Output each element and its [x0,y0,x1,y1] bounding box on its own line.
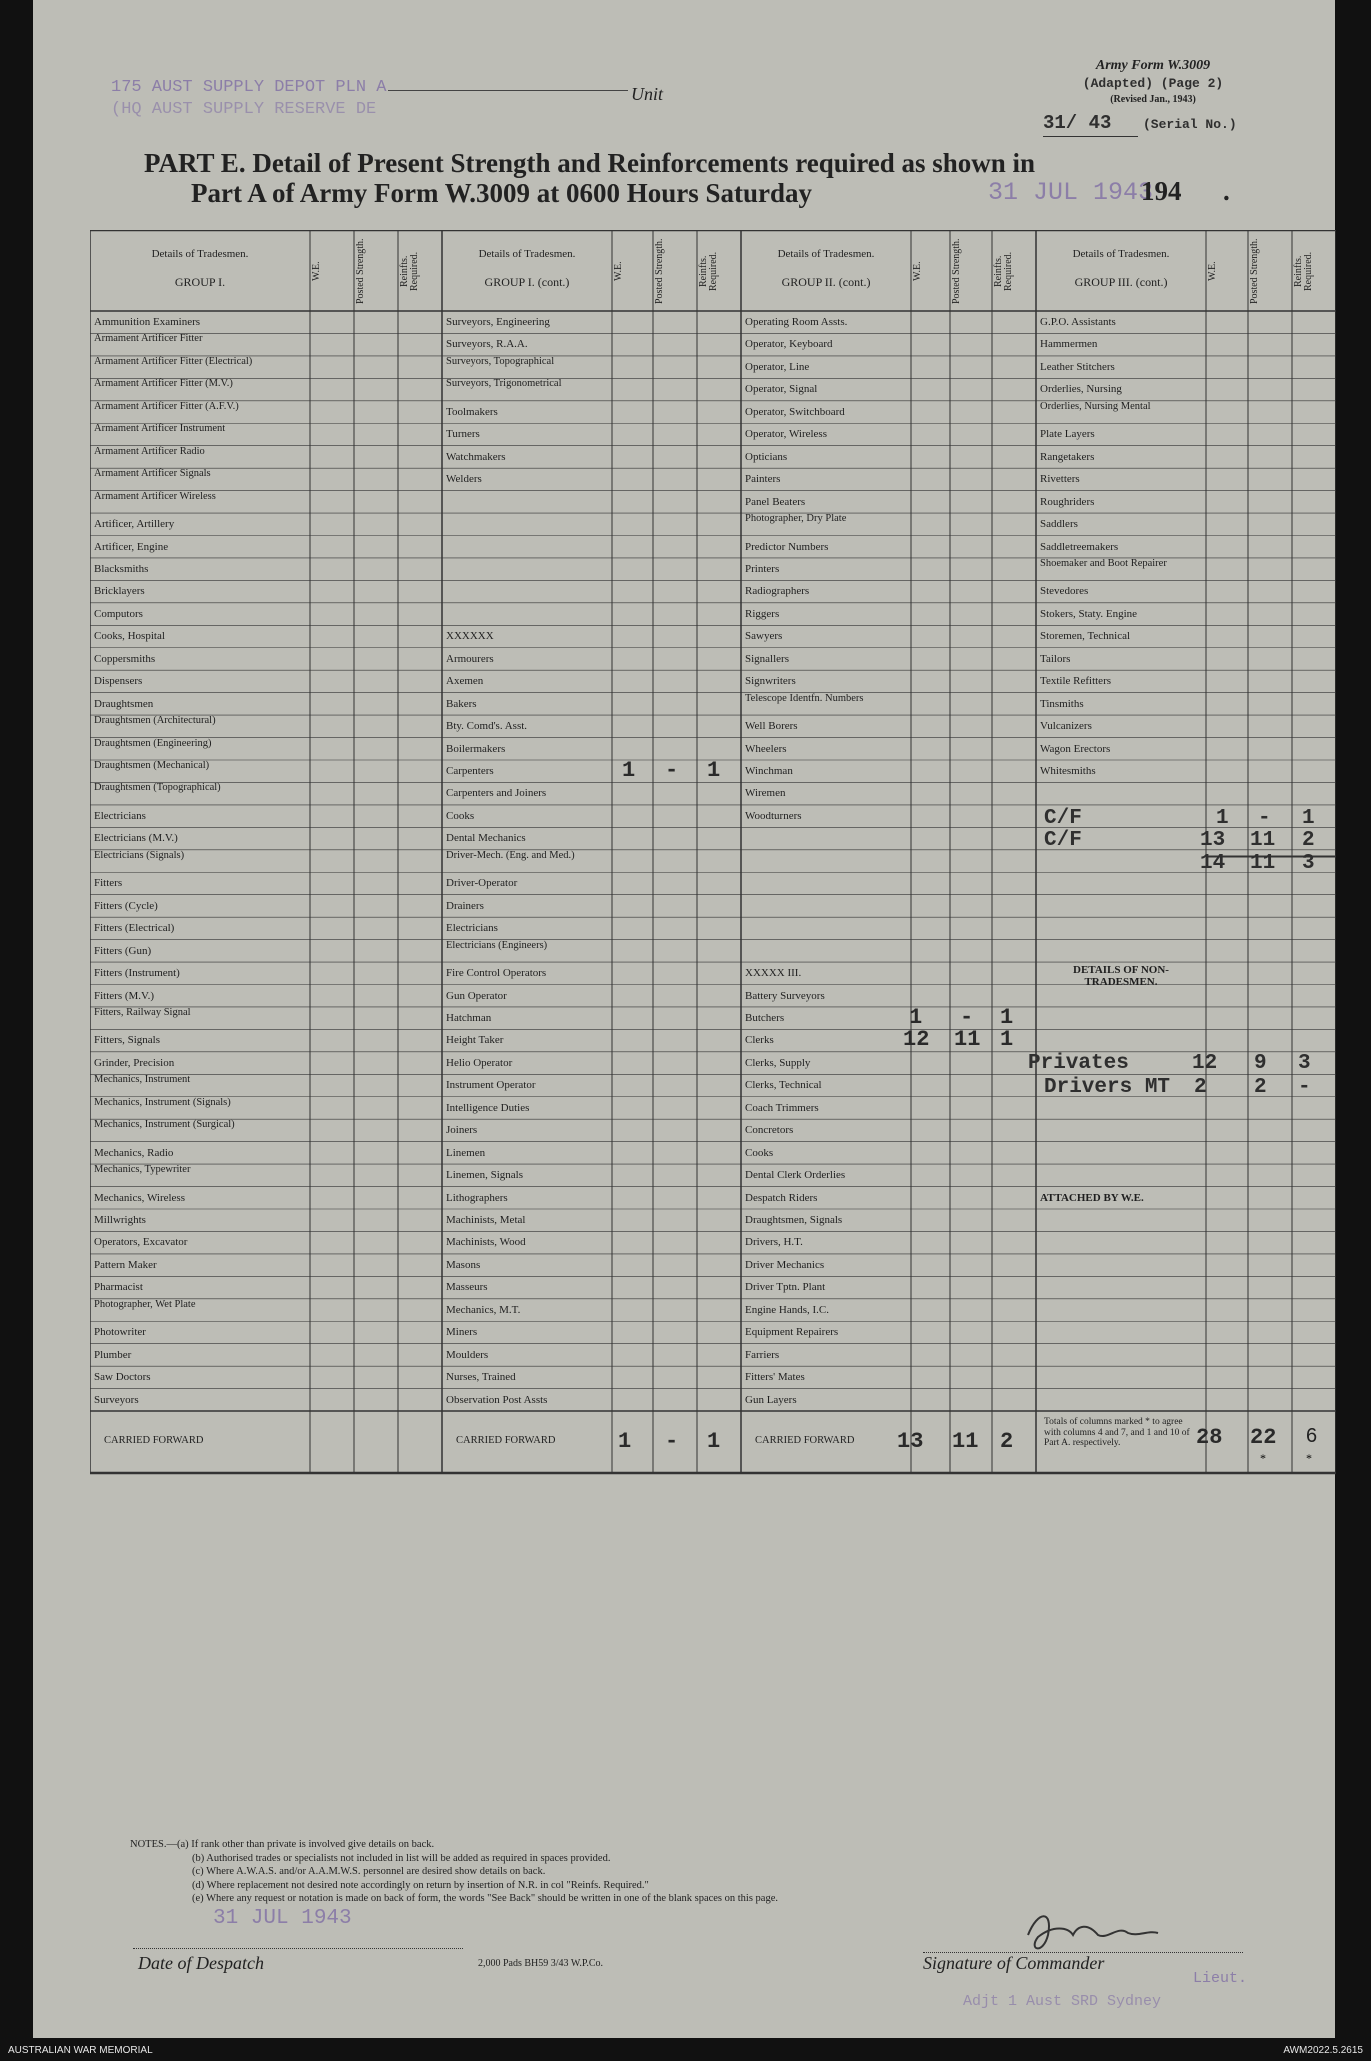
trade-row-label: Watchmakers [446,450,506,463]
trade-row-label: Photographer, Dry Plate [745,513,847,525]
trade-row-label: Whitesmiths [1040,765,1096,777]
cf1-posted: - [1258,806,1271,830]
unit-underline [388,90,628,91]
form-name: Army Form W.3009 [1095,58,1211,73]
group-header-label: Details of Tradesmen. [1072,248,1170,260]
trade-row-label: Driver Tptn. Plant [745,1281,826,1294]
trade-row-label: Driver-Operator [446,877,518,890]
note-line: NOTES.—(a) If rank other than private is involved give details on back. [130,1839,435,1850]
trade-row-label: Clerks, Supply [745,1056,811,1069]
trade-row-label: Miners [446,1326,478,1339]
trade-row-label: Fitters (Electrical) [94,922,175,935]
trade-row-label: Clerks [745,1034,774,1047]
attached-heading: ATTACHED BY W.E. [1040,1191,1144,1204]
trade-row-label: Printers [745,562,780,575]
printer-imprint: 2,000 Pads BH59 3/43 W.P.Co. [478,1958,604,1969]
trade-row-label: Observation Post Assts [446,1393,548,1406]
trade-row-label: Hatchman [446,1011,492,1024]
trade-row-label: Armament Artificer Instrument [94,423,226,435]
trade-row-label: Mechanics, Radio [94,1146,174,1159]
column-header-reinfts: Reinfts. Required. [399,251,420,291]
column-header-reinfts: Reinfts. Required. [698,251,719,291]
trade-row-label: Vulcanizers [1040,720,1092,733]
clerks-reinfts: 1 [1000,1027,1014,1053]
group-header-label: Details of Tradesmen. [151,248,249,260]
cf-g3-reinfts: 2 [1000,1429,1014,1455]
trade-row-label: Electricians (Signals) [94,849,185,861]
trade-row-label: Instrument Operator [446,1079,536,1092]
trade-row-label: Surveyors, Engineering [446,316,550,328]
trade-row-label: Riggers [745,607,780,620]
trade-row-label: Surveyors, Trigonometrical [446,378,562,390]
cf1-reinfts: 1 [1302,806,1315,830]
trade-row-label: Surveyors, R.A.A. [446,338,528,351]
trade-row-label: Mechanics, Instrument (Surgical) [94,1119,235,1131]
cf-total-we: 14 [1200,851,1226,875]
note-line: (b) Authorised trades or specialists not included in list will be added as required in spaces provided. [192,1852,611,1864]
unit-stamp-line1: 175 AUST SUPPLY DEPOT PLN A [111,78,387,97]
cf2-label: C/F [1044,829,1082,853]
trade-row-label: Despatch Riders [745,1191,818,1204]
trade-row-label: Millwrights [94,1214,146,1226]
note-line: (e) Where any request or notation is made on back of form, the words "See Back" should be written in one of the blank spaces on this page. [192,1893,779,1904]
drivers-we: 2 [1194,1076,1207,1100]
trade-row-label: Masseurs [446,1281,488,1294]
trade-row-label: Telescope Identfn. Numbers [745,692,864,704]
archive-name: AUSTRALIAN WAR MEMORIAL [8,2045,153,2056]
clerks-we: 12 [903,1027,930,1053]
carried-forward-label: CARRIED FORWARD [755,1435,855,1447]
carpenters-we: 1 [622,758,636,783]
trade-row-label: G.P.O. Assistants [1040,316,1116,328]
trade-row-label: Driver Mechanics [745,1258,825,1271]
drivers-label: Drivers MT [1044,1076,1171,1100]
commander-rank: Lieut. [1193,1970,1248,1987]
trade-row-label: Saddlers [1040,518,1078,531]
trade-row-label: Computors [94,607,143,620]
trade-row-label: Mechanics, Instrument (Signals) [94,1096,231,1108]
trade-row-label: Fitters, Railway Signal [94,1006,191,1018]
carpenters-posted: - [665,758,679,783]
trade-row-label: Hammermen [1040,338,1098,351]
trade-row-label: Turners [446,428,480,441]
group-header-name: GROUP III. (cont.) [1074,275,1168,289]
trade-row-label: Leather Stitchers [1040,360,1115,373]
trade-row-label: Fitters' Mates [745,1371,805,1384]
group-header-label: Details of Tradesmen. [478,248,576,260]
privates-reinfts: 3 [1298,1051,1311,1075]
column-header-we: W.E. [311,261,322,281]
trade-row-label: Boilermakers [446,742,506,755]
trade-row-label: Orderlies, Nursing [1040,383,1122,396]
trade-row-label: Gun Operator [446,989,507,1002]
trade-row-label: Fitters (Gun) [94,944,152,957]
trade-row-label: Mechanics, Instrument [94,1074,191,1086]
butchers-we: 1 [909,1004,923,1030]
trade-row-label: Signallers [745,652,789,665]
trade-row-label: Moulders [446,1348,489,1361]
trade-row-label: Armament Artificer Fitter (Electrical) [94,355,253,367]
trade-row-label: Storemen, Technical [1040,630,1131,643]
trade-row-label: Axemen [446,675,484,688]
trade-row-label: Rivetters [1040,473,1080,486]
trade-row-label: Tinsmiths [1040,697,1084,710]
trade-row-label: Draughtsmen (Architectural) [94,715,216,727]
drivers-reinfts: - [1298,1076,1311,1100]
trade-row-label: Joiners [446,1124,478,1137]
despatch-label: Date of Despatch [138,1953,264,1973]
trade-row-label: Predictor Numbers [745,540,829,553]
group-header-label: Details of Tradesmen. [777,248,875,260]
trade-row-label: XXXXXX [446,630,494,643]
carpenters-reinfts: 1 [707,758,721,783]
trade-row-label: Fire Control Operators [446,967,547,980]
form-adapted: (Adapted) (Page 2) [1082,76,1224,91]
trade-row-label: Equipment Repairers [745,1326,839,1339]
trade-row-label: Cooks, Hospital [94,630,165,643]
trade-row-label: Cooks [446,809,475,822]
trade-row-label: Draughtsmen (Mechanical) [94,760,210,771]
column-header-reinfts: Reinfts. Required. [993,251,1014,291]
archive-ref: AWM2022.5.2615 [1283,2045,1363,2056]
trade-row-label: Orderlies, Nursing Mental [1040,400,1151,412]
trade-row-label: Ammunition Examiners [94,316,201,328]
trade-row-label: Mechanics, Typewriter [94,1164,191,1176]
trade-row-label: Dental Clerk Orderlies [745,1169,846,1182]
trade-row-label: Radiographers [745,585,810,598]
trade-row-label: XXXXX III. [745,967,802,980]
trade-row-label: Rangetakers [1040,450,1095,463]
archive-footer [0,2043,1371,2061]
date-stamp: 31 JUL 1943 [988,178,1154,207]
trade-row-label: Painters [745,473,781,486]
trade-row-label: Draughtsmen (Topographical) [94,782,221,794]
trade-row-label: Artificer, Engine [94,540,169,553]
privates-label: Privates [1028,1051,1129,1075]
trade-row-label: Electricians [446,922,498,935]
cf-total-posted: 11 [1250,851,1276,875]
carried-forward-label: CARRIED FORWARD [104,1435,204,1447]
column-header-we: W.E. [912,261,923,281]
trade-row-label: Coach Trimmers [745,1101,819,1114]
cf2-posted: 11 [1250,829,1276,853]
trade-row-label: Mechanics, M.T. [446,1303,521,1316]
title-line1: PART E. Detail of Present Strength and Reinforcements required as shown in [144,148,1036,178]
trade-row-label: Concretors [745,1124,794,1137]
trade-row-label: Plumber [94,1348,132,1361]
serial-number: 31/ 43 [1043,112,1112,134]
trade-row-label: Armament Artificer Fitter (A.F.V.) [94,400,239,412]
totals-star-posted: * [1260,1451,1266,1466]
cf2-reinfts: 2 [1302,829,1315,853]
trade-row-label: Farriers [745,1348,780,1361]
group-header-name: GROUP II. (cont.) [781,275,871,289]
trade-row-label: Photowriter [94,1326,146,1339]
trade-row-label: Tailors [1040,652,1071,665]
trade-row-label: Winchman [745,765,793,777]
serial-label: (Serial No.) [1143,117,1237,132]
signature-label: Signature of Commander [923,1953,1105,1973]
trade-row-label: Draughtsmen [94,697,154,710]
privates-posted: 9 [1254,1051,1267,1075]
trade-row-label: Operator, Switchboard [745,405,845,418]
trade-row-label: Armament Artificer Fitter [94,333,203,345]
cf-g2-we: 1 [618,1429,632,1455]
trade-row-label: Artificer, Artillery [94,518,175,531]
trade-row-label: Woodturners [745,809,802,822]
cf-g3-posted: 11 [952,1429,979,1455]
trade-row-label: Operator, Wireless [745,428,827,441]
column-header-posted: Posted Strength. [1249,238,1260,304]
trade-row-label: Plate Layers [1040,428,1095,441]
column-header-we: W.E. [613,261,624,281]
trade-row-label: Cooks [745,1146,774,1159]
trade-row-label: Sawyers [745,630,783,643]
trade-row-label: Operator, Keyboard [745,338,833,351]
trade-row-label: Carpenters and Joiners [446,787,547,800]
despatch-date-stamp: 31 JUL 1943 [213,1907,352,1930]
trade-row-label: Pharmacist [94,1281,143,1294]
column-header-reinfts: Reinfts. Required. [1293,251,1314,291]
trade-row-label: Wiremen [745,787,786,800]
group-header-name: GROUP I. (cont.) [484,275,570,289]
column-header-posted: Posted Strength. [951,238,962,304]
trade-row-label: Intelligence Duties [446,1101,530,1114]
totals-we: 28 [1196,1425,1223,1451]
trade-row-label: Armament Artificer Radio [94,445,205,457]
trade-row-label: Fitters (Instrument) [94,967,180,980]
column-header-posted: Posted Strength. [355,238,366,304]
trade-row-label: Clerks, Technical [745,1079,822,1092]
trade-row-label: Dental Mechanics [446,832,526,845]
trade-row-label: Toolmakers [446,405,498,418]
group-header-name: GROUP I. [174,275,226,289]
drivers-posted: 2 [1254,1076,1267,1100]
trade-row-label: Fitters (Cycle) [94,899,158,912]
trade-row-label: Carpenters [446,765,494,777]
column-header-posted: Posted Strength. [654,238,665,304]
trade-row-label: Roughriders [1040,495,1095,508]
note-line: (c) Where A.W.A.S. and/or A.A.M.W.S. personnel are desired show details on back. [192,1866,546,1877]
trade-row-label: Operating Room Assts. [745,316,848,328]
trade-row-label: Draughtsmen, Signals [745,1214,843,1226]
trade-row-label: Drainers [446,899,484,912]
butchers-reinfts: 1 [1000,1004,1014,1030]
cf-g3-we: 13 [897,1429,924,1455]
trade-row-label: Linemen, Signals [446,1169,523,1182]
trade-row-label: Stevedores [1040,585,1089,598]
trade-row-label: Saddletreemakers [1040,540,1119,553]
trade-row-label: Nurses, Trained [446,1371,516,1384]
unit-label: Unit [631,84,664,104]
form-page [33,0,1335,2038]
non-tradesmen-heading: DETAILS OF NON-TRADESMEN. [1073,964,1169,989]
trade-row-label: Operator, Line [745,360,810,373]
trade-row-label: Grinder, Precision [94,1056,175,1069]
cf1-label: C/F [1044,806,1082,830]
trade-row-label: Surveyors [94,1393,139,1406]
trade-row-label: Operator, Signal [745,383,818,396]
trade-row-label: Well Borers [745,720,798,733]
trade-row-label: Masons [446,1258,481,1271]
cf2-we: 13 [1200,829,1226,853]
trade-row-label: Pattern Maker [94,1258,157,1271]
cf1-we: 1 [1216,806,1229,830]
trade-row-label: Linemen [446,1146,486,1159]
unit-stamp-line2: (HQ AUST SUPPLY RESERVE DE [111,100,377,119]
clerks-posted: 11 [954,1027,981,1053]
trade-row-label: Opticians [745,450,788,463]
form-revised: (Revised Jan., 1943) [1110,94,1196,105]
trade-row-label: Armament Artificer Wireless [94,490,216,502]
trade-row-label: Wheelers [745,742,787,755]
trade-row-label: Gun Layers [745,1393,797,1406]
trade-row-label: Machinists, Metal [446,1214,526,1226]
trade-row-label: Signwriters [745,675,796,688]
title-line2: Part A of Army Form W.3009 at 0600 Hours Saturday [191,178,812,208]
trade-row-label: Textile Refitters [1040,675,1112,688]
trade-row-label: Panel Beaters [745,495,806,508]
trade-row-label: Photographer, Wet Plate [94,1298,196,1310]
trade-row-label: Helio Operator [446,1056,513,1069]
carried-forward-label: CARRIED FORWARD [456,1435,556,1447]
totals-reinfts: 6 [1306,1425,1318,1448]
trade-row-label: Blacksmiths [94,562,149,575]
cf-g2-posted: - [665,1429,679,1455]
trade-row-label: Electricians [94,809,146,822]
trade-row-label: Height Taker [446,1034,504,1047]
column-header-we: W.E. [1207,261,1218,281]
trade-row-label: Bty. Comd's. Asst. [446,720,528,733]
title-dot: . [1223,176,1230,206]
trade-row-label: Machinists, Wood [446,1236,526,1249]
trade-row-label: Bricklayers [94,585,145,598]
trade-row-label: Armament Artificer Fitter (M.V.) [94,378,233,390]
trade-row-label: Electricians (M.V.) [94,832,178,845]
cf-total-reinfts: 3 [1302,851,1315,875]
totals-posted: 22 [1250,1425,1277,1451]
totals-note: Totals of columns marked * to agree with columns 4 and 7, and 1 and 10 of Part A. respectively. [1044,1417,1190,1449]
trade-row-label: Armament Artificer Signals [94,468,211,480]
trade-row-label: Surveyors, Topographical [446,355,555,367]
despatch-line [133,1948,463,1949]
butchers-posted: - [960,1004,974,1030]
trade-row-label: Welders [446,473,482,486]
strength-table [90,230,1336,1836]
trade-row-label: Fitters, Signals [94,1034,161,1047]
trade-row-label: Draughtsmen (Engineering) [94,737,212,749]
trade-row-label: Fitters [94,877,123,890]
note-line: (d) Where replacement not desired note accordingly on return by insertion of N.R. in col "Reinfs. Required." [192,1879,649,1891]
trade-row-label: Lithographers [446,1191,508,1204]
trade-row-label: Stokers, Staty. Engine [1040,607,1138,620]
trade-row-label: Fitters (M.V.) [94,989,154,1002]
cf-g2-reinfts: 1 [707,1429,721,1455]
trade-row-label: Butchers [745,1011,785,1024]
trade-row-label: Saw Doctors [94,1371,151,1384]
trade-row-label: Coppersmiths [94,652,156,665]
trade-row-label: Wagon Erectors [1040,742,1111,755]
trade-row-label: Driver-Mech. (Eng. and Med.) [446,849,575,861]
totals-star-reinfts: * [1306,1451,1312,1466]
trade-row-label: Operators, Excavator [94,1236,188,1249]
privates-we: 12 [1192,1051,1218,1075]
trade-row-label: Drivers, H.T. [745,1236,803,1249]
trade-row-label: Dispensers [94,675,143,688]
commander-appointment: Adjt 1 Aust SRD Sydney [963,1993,1162,2010]
trade-row-label: Armourers [446,652,494,665]
trade-row-label: Engine Hands, I.C. [745,1303,830,1316]
title-year: 194 [1141,176,1182,206]
trade-row-label: Mechanics, Wireless [94,1191,185,1204]
trade-row-label: Bakers [446,697,477,710]
trade-row-label: Shoemaker and Boot Repairer [1040,557,1167,569]
serial-underline [1043,136,1138,137]
trade-row-label: Battery Surveyors [745,989,825,1002]
trade-row-label: Electricians (Engineers) [446,939,548,951]
